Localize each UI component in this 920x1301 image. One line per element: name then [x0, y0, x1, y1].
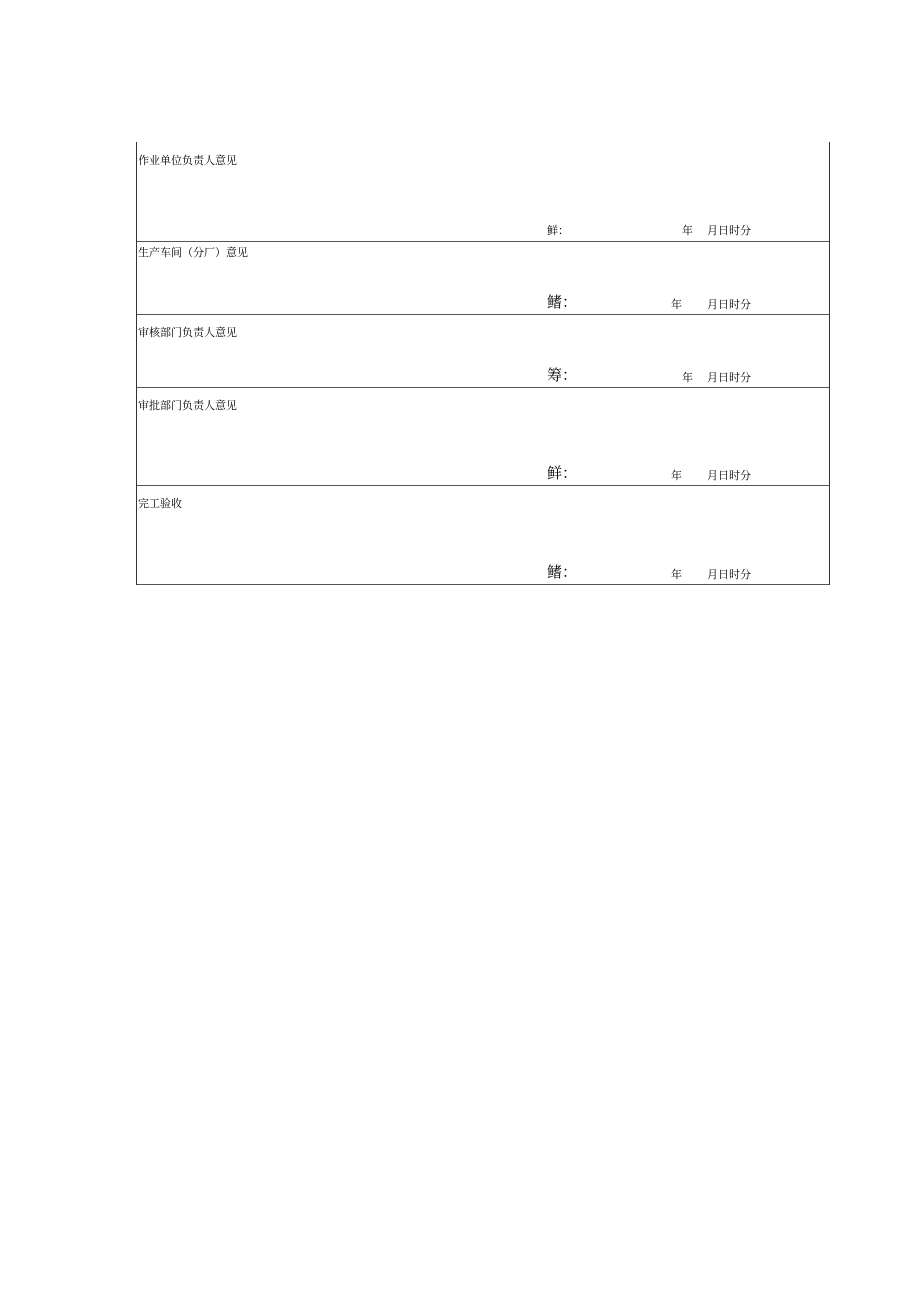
row-label: 审核部门负责人意见	[138, 326, 237, 339]
year-label: 年	[671, 469, 682, 482]
date-time-label: 月日时分	[707, 224, 751, 237]
signature-label: 鳍：	[547, 563, 578, 581]
row-label: 审批部门负责人意见	[138, 399, 237, 412]
date-time-label: 月日时分	[707, 568, 751, 581]
signature-label: 筹：	[547, 366, 578, 384]
row-label: 生产车间（分厂）意见	[138, 246, 248, 259]
date-time-label: 月日时分	[707, 298, 751, 311]
signature-label: 鲜：	[547, 224, 569, 237]
form-row-work-unit-opinion	[137, 142, 829, 242]
row-label: 完工验收	[138, 497, 182, 510]
form-row-completion-acceptance	[137, 486, 829, 585]
form-row-workshop-opinion	[137, 242, 829, 315]
form-row-review-dept-opinion	[137, 315, 829, 388]
row-label: 作业单位负责人意见	[138, 154, 237, 167]
year-label: 年	[671, 298, 682, 311]
signature-label: 鲜：	[547, 464, 578, 482]
date-time-label: 月日时分	[707, 469, 751, 482]
year-label: 年	[682, 371, 693, 384]
date-time-label: 月日时分	[707, 371, 751, 384]
year-label: 年	[682, 224, 693, 237]
approval-form-table	[136, 142, 830, 585]
year-label: 年	[671, 568, 682, 581]
signature-label: 鳍：	[547, 293, 578, 311]
form-row-approval-dept-opinion	[137, 388, 829, 486]
